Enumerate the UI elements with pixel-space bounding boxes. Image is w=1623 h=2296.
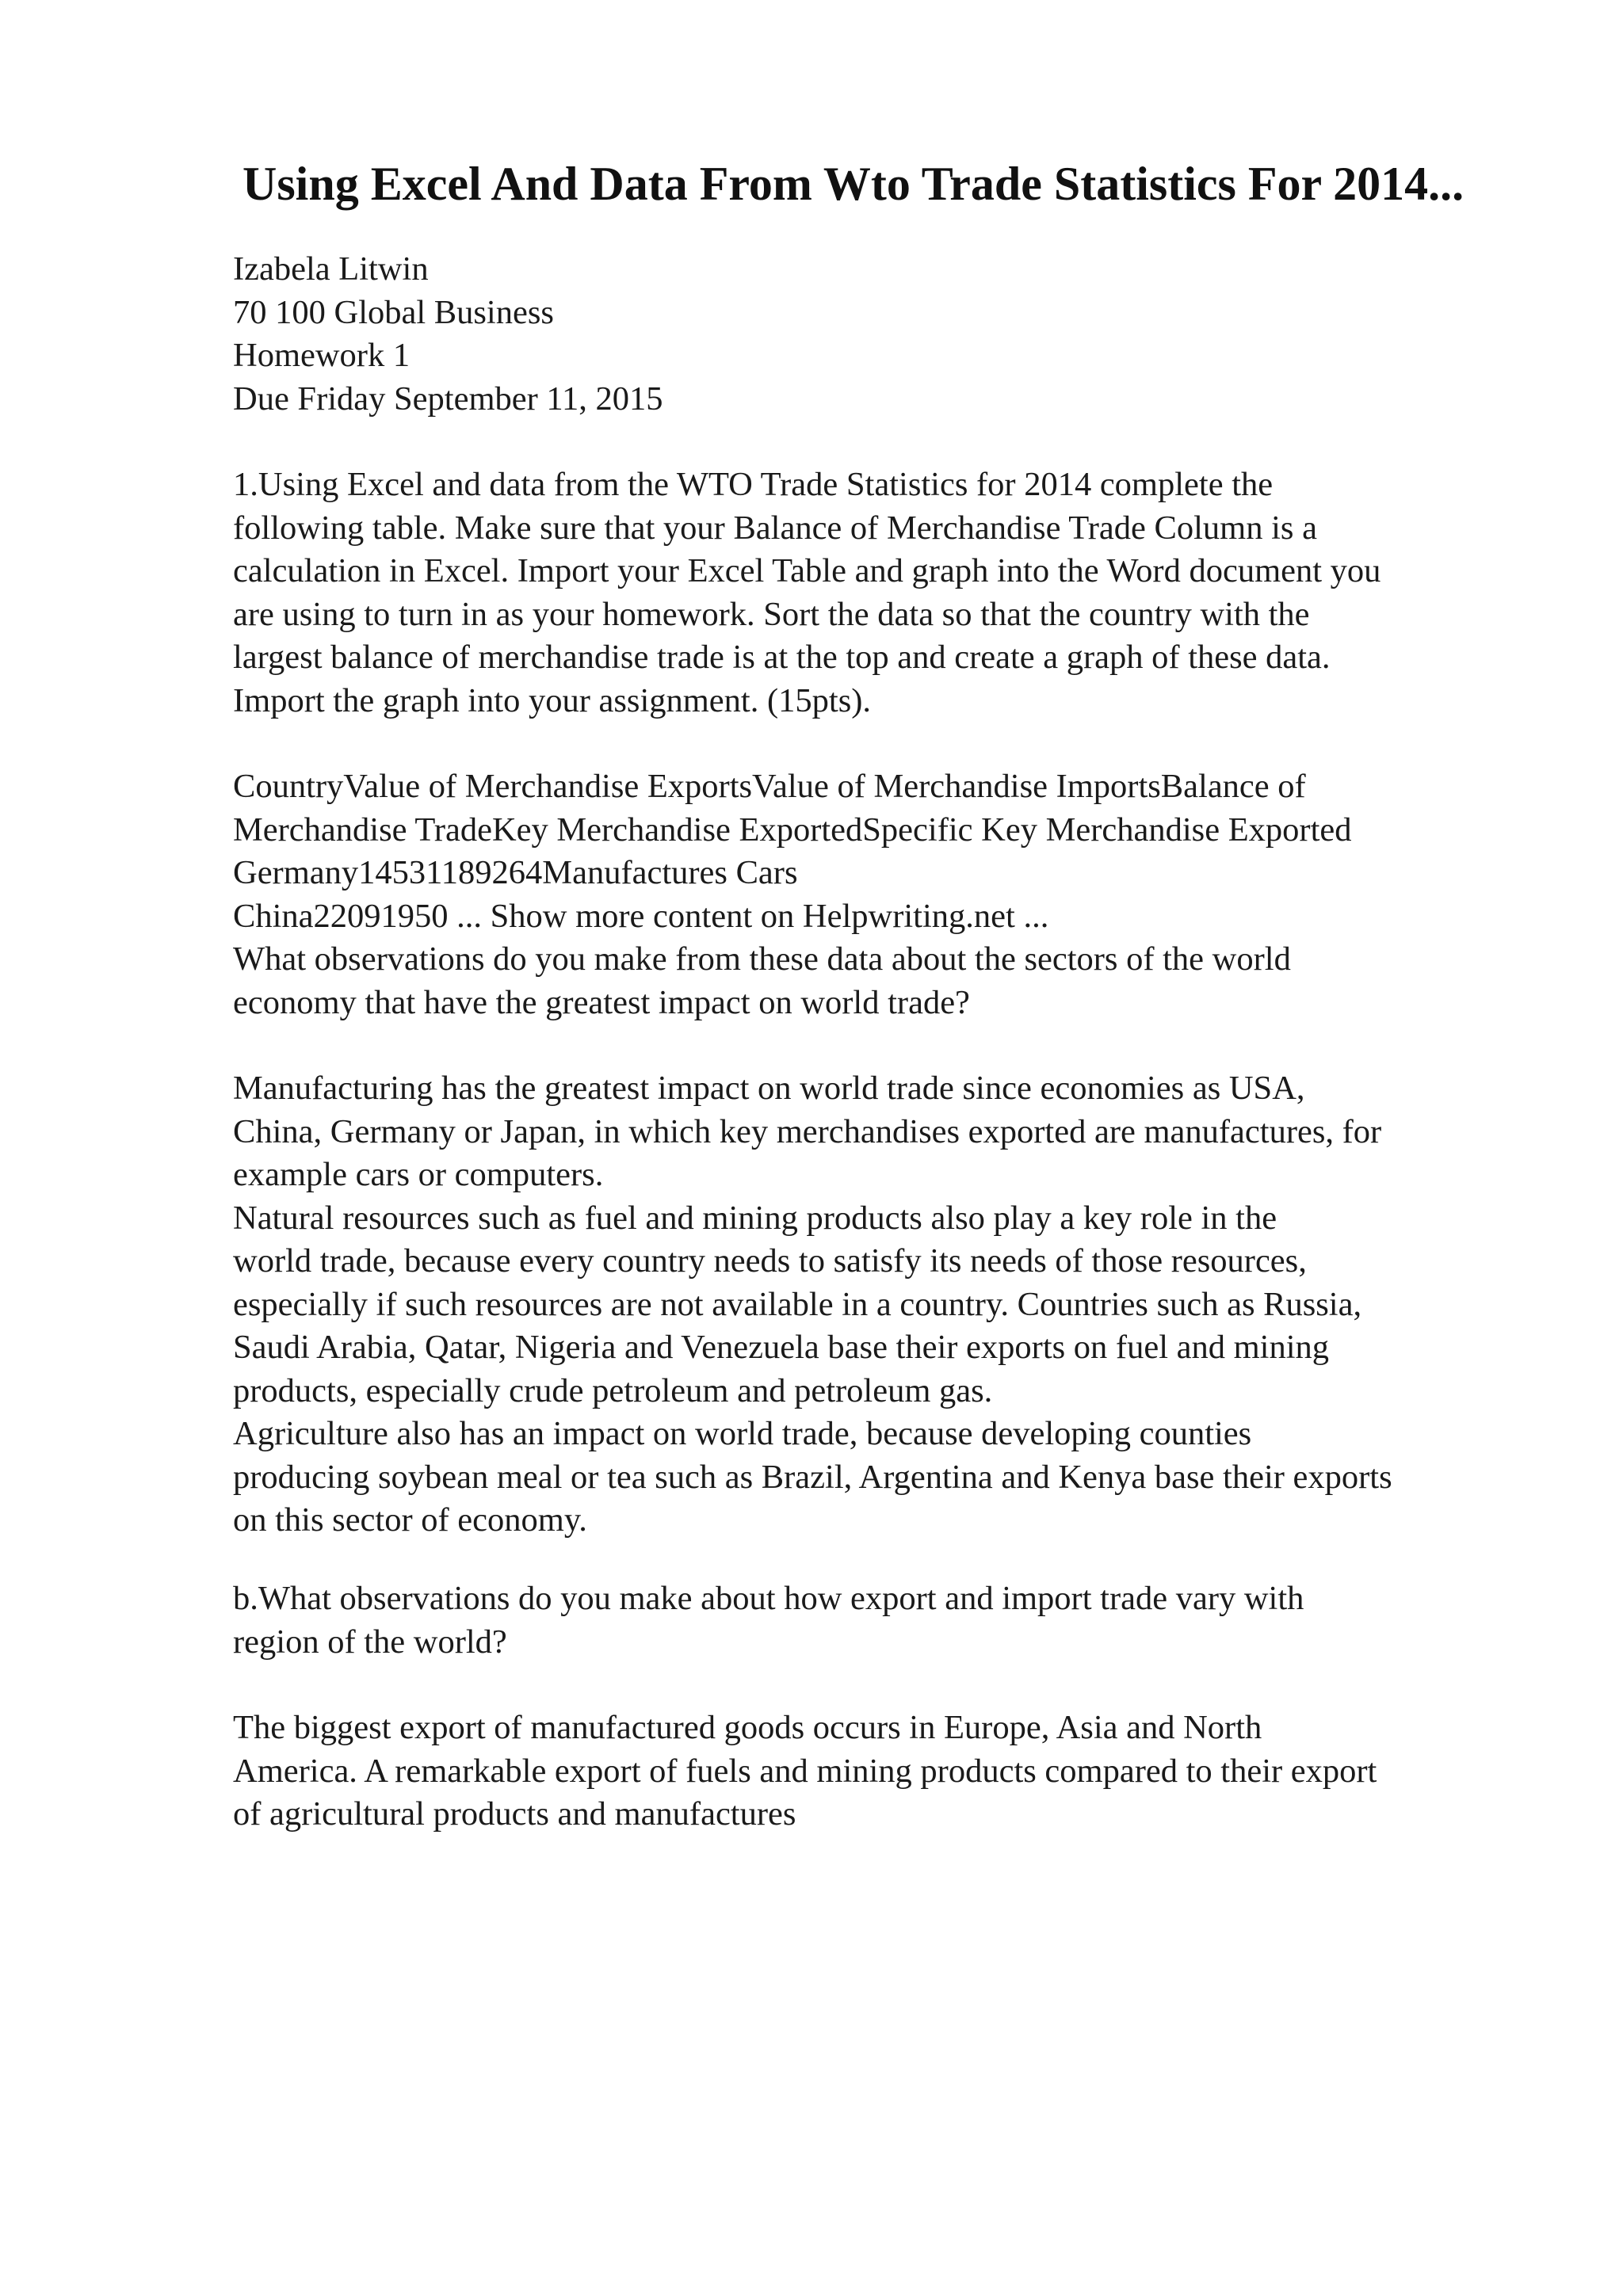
text-line: China22091950 ... Show more content on Helpwriting.net ... bbox=[233, 897, 1049, 935]
text-line: Natural resources such as fuel and mining products also play a key role in the bbox=[233, 1199, 1277, 1237]
text-line: Agriculture also has an impact on world trade, because developing counties bbox=[233, 1415, 1252, 1452]
text-line: America. A remarkable export of fuels and mining products compared to their export bbox=[233, 1752, 1377, 1790]
text-line: of agricultural products and manufactures bbox=[233, 1795, 796, 1833]
text-line: Import the graph into your assignment. (15pts). bbox=[233, 681, 872, 719]
author-name: Izabela Litwin bbox=[233, 250, 429, 288]
course-name: 70 100 Global Business bbox=[233, 293, 554, 331]
document-title: Using Excel And Data From Wto Trade Statistics For 2014... bbox=[242, 158, 1465, 210]
due-date: Due Friday September 11, 2015 bbox=[233, 379, 663, 418]
text-line: b.What observations do you make about how export and import trade vary with bbox=[233, 1580, 1304, 1617]
answer-1-paragraph bbox=[233, 1067, 1564, 1543]
assignment-name: Homework 1 bbox=[233, 337, 411, 374]
text-line: especially if such resources are not available in a country. Countries such as Russia, bbox=[233, 1285, 1362, 1323]
text-line: Manufacturing has the greatest impact on world trade since economies as USA, bbox=[233, 1070, 1305, 1107]
text-line: Germany14531189264Manufactures Cars bbox=[233, 854, 798, 891]
text-line: region of the world? bbox=[233, 1623, 507, 1661]
text-line: The biggest export of manufactured goods occurs in Europe, Asia and North bbox=[233, 1709, 1262, 1746]
text-line: example cars or computers. bbox=[233, 1156, 604, 1193]
text-line: Merchandise TradeKey Merchandise ExportedSpecific Key Merchandise Exported bbox=[233, 810, 1352, 849]
answer-b-paragraph bbox=[233, 1707, 1564, 1836]
text-line: calculation in Excel. Import your Excel Table and graph into the Word document you bbox=[233, 552, 1381, 589]
text-line: on this sector of economy. bbox=[233, 1501, 587, 1539]
table-text-block bbox=[233, 765, 1564, 1024]
author-header-block bbox=[233, 248, 1564, 421]
text-line: are using to turn in as your homework. Sort the data so that the country with the bbox=[233, 595, 1310, 633]
text-line: China, Germany or Japan, in which key merchandises exported are manufactures, for bbox=[233, 1112, 1382, 1150]
text-line: products, especially crude petroleum and petroleum gas. bbox=[233, 1371, 993, 1409]
text-line: 1.Using Excel and data from the WTO Trade Statistics for 2014 complete the bbox=[233, 466, 1274, 503]
text-line: following table. Make sure that your Balance of Merchandise Trade Column is a bbox=[233, 509, 1317, 547]
text-line: world trade, because every country needs to satisfy its needs of those resources, bbox=[233, 1242, 1307, 1280]
text-line: economy that have the greatest impact on world trade? bbox=[233, 983, 970, 1021]
text-line: Saudi Arabia, Qatar, Nigeria and Venezuela base their exports on fuel and mining bbox=[233, 1329, 1330, 1366]
text-line: What observations do you make from these data about the sectors of the world bbox=[233, 940, 1291, 978]
question-1-paragraph bbox=[233, 463, 1564, 723]
text-line: largest balance of merchandise trade is at the top and create a graph of these data. bbox=[233, 639, 1331, 676]
text-line: CountryValue of Merchandise ExportsValue of Merchandise ImportsBalance of bbox=[233, 768, 1306, 805]
text-line: producing soybean meal or tea such as Brazil, Argentina and Kenya base their exports bbox=[233, 1458, 1392, 1496]
question-b-paragraph bbox=[233, 1577, 1564, 1664]
